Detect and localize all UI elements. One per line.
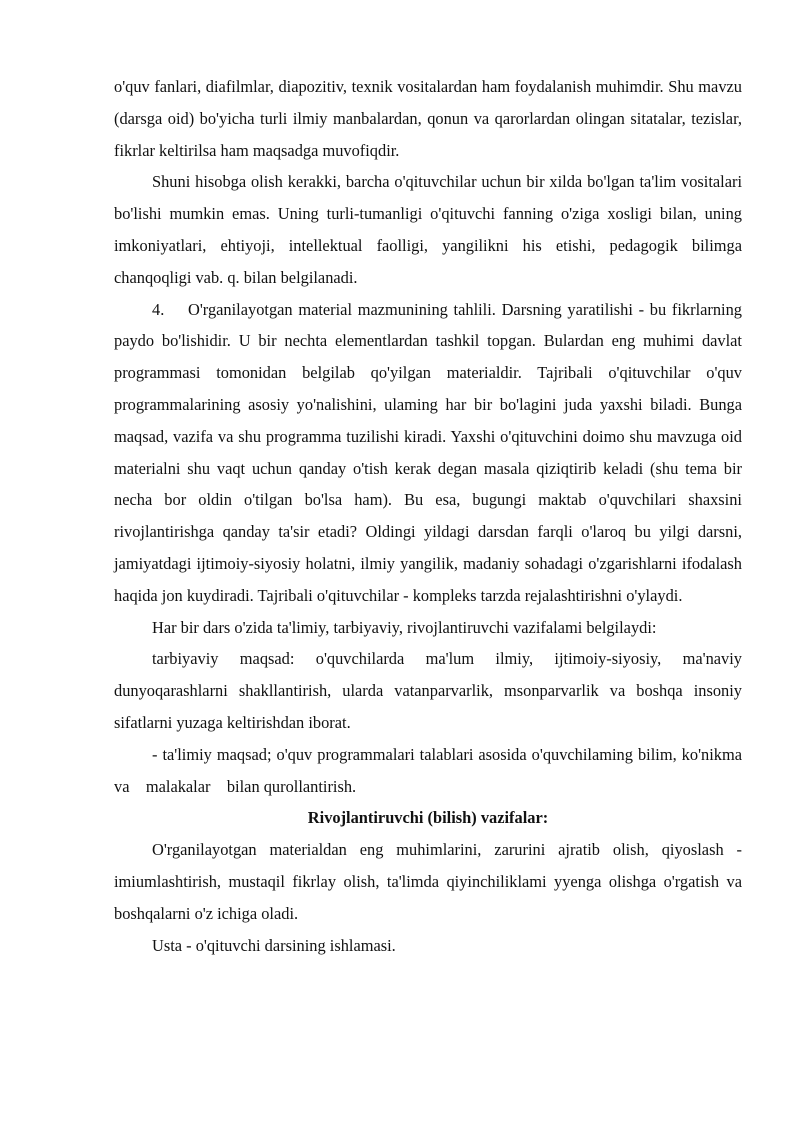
paragraph-lesson-plan: Usta - o'qituvchi darsining ishlamasi. [152,935,396,955]
list-number: 4. [152,299,165,319]
paragraph-learning-goal: - ta'limiy maqsad; o'quv programmalari talablari asosida o'quvchilaming bilim, ko'nikma va malakalar bilan qurollantirish. [114,744,759,796]
document-page [114,71,759,961]
paragraph-education-tools: Shuni hisobga olish kerakki, barcha o'qituvchilar uchun bir xilda bo'lgan ta'lim vositalari bo'lishi mumkin emas. Uning turli-tumanligi o'qituvchi fanning o'ziga xosligi bilan, uning imkoniyatlari, ehtiyoji, intellektual faolligi, yangilikni his etishi, pedagogik bilimga chanqoqligi vab. q. bilan belgilanadi. [114,172,742,287]
paragraph-teaching-aids: o'quv fanlari, diafilmlar, diapozitiv, texnik vositalardan ham foydalanish muhimdir. Shu mavzu (darsga oid) bo'yicha turli ilmiy manbalardan, qonun va qarorlardan olingan sitatalar, tezislar, fikrlar keltirilsa ham maqsadga muvofiqdir. [114,77,742,160]
paragraph-educational-goal: tarbiyaviy maqsad: o'quvchilarda ma'lum ilmiy, ijtimoiy-siyosiy, ma'naviy dunyoqarashlarni shakllantirish, ularda vatanparvarlik, msonparvarlik va boshqa insoniy sifatlarni yuzaga keltirishdan iborat. [114,649,742,732]
section-heading: Rivojlantiruvchi (bilish) vazifalar: [307,808,549,828]
paragraph-material-analysis [114,294,742,612]
paragraph-material-analysis-text: O'rganilayotgan material mazmunining tahlili. Darsning yaratilishi - bu fikrlarning paydo bo'lishidir. U bir nechta elementlardan tashkil topgan. Bulardan eng muhimi davlat programmasi tomonidan belgilab qo'yilgan materialdir. Tajribali o'qituvchilar o'quv programmalarining asosiy yo'nalishini, ulaming har bir bo'lagini juda yaxshi biladi. Bunga maqsad, vazifa va shu programma tuzilishi kiradi. Yaxshi o'qituvchini doimo shu mavzuga oid materialni shu vaqt uchun qanday o'tish kerak degan masala qiziqtirib keladi (shu tema bir necha bor oldin o'tilgan bo'lsa ham). Bu esa, bugungi maktab o'quvchilari shaxsini rivojlantirishga qanday ta'sir etadi? Oldingi yildagi darsdan farqli o'laroq bu yilgi darsni, jamiyatdagi ijtimoiy-siyosiy holatni, ilmiy yangilik, madaniy sohadagi o'zgarishlarni ifodalash haqida jon kuydiradi. Tajribali o'qituvchilar - kompleks tarzda rejalashtirishni o'ylaydi. [114,299,742,605]
paragraph-lesson-tasks: Har bir dars o'zida ta'limiy, tarbiyaviy, rivojlantiruvchi vazifalami belgilaydi: [152,617,657,637]
paragraph-developmental-tasks: O'rganilayotgan materialdan eng muhimlarini, zarurini ajratib olish, qiyoslash -imiumlashtirish, mustaqil fikrlay olish, ta'limda qiyinchiliklami yyenga olishga o'rgatish va boshqalarni o'z ichiga oladi. [114,840,742,923]
